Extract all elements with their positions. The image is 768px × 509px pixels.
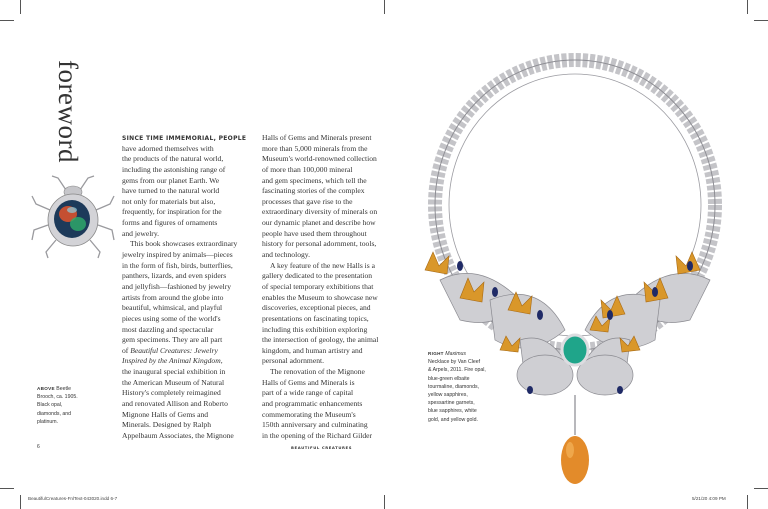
caption-line: Maximus bbox=[445, 351, 467, 357]
text-line bbox=[262, 250, 387, 261]
text-line bbox=[262, 388, 387, 399]
text-line bbox=[262, 303, 387, 314]
body-text: History's completely reimagined bbox=[122, 388, 221, 398]
text-line bbox=[122, 410, 252, 421]
body-text: fascinating stories of the complex bbox=[262, 186, 365, 196]
body-text: The renovation of the Mignone bbox=[270, 367, 365, 377]
text-line bbox=[122, 144, 252, 155]
body-text: part of a wide range of capital bbox=[262, 388, 354, 398]
body-text: 150th anniversary and culminating bbox=[262, 420, 368, 430]
body-text: and technology. bbox=[262, 250, 311, 260]
body-text: pieces using some of the world's bbox=[122, 313, 221, 323]
text-line bbox=[262, 261, 387, 272]
body-text: of bbox=[122, 345, 131, 355]
lead-in-text: SINCE TIME IMMEMORIAL, PEOPLE bbox=[122, 135, 247, 142]
text-line bbox=[262, 282, 387, 293]
text-line bbox=[122, 346, 252, 357]
body-text: Halls of Gems and Minerals is bbox=[262, 377, 355, 387]
body-text: and gem specimens, which tell the bbox=[262, 175, 367, 185]
running-foot: BEAUTIFUL CREATURES bbox=[291, 445, 353, 450]
beetle-brooch-image bbox=[28, 170, 118, 262]
text-line bbox=[122, 293, 252, 304]
text-line bbox=[122, 314, 252, 325]
necklace-image bbox=[400, 30, 750, 500]
crop-mark bbox=[20, 495, 21, 509]
text-line bbox=[262, 335, 387, 346]
text-line bbox=[262, 154, 387, 165]
caption-line: spessartine garnets, bbox=[428, 400, 475, 407]
caption-label: ABOVE bbox=[37, 386, 55, 391]
text-line bbox=[262, 314, 387, 325]
body-text: processes that gave rise to the bbox=[262, 196, 353, 206]
body-text: gallery dedicated to the presentation bbox=[262, 271, 373, 281]
text-line bbox=[122, 250, 252, 261]
text-line bbox=[122, 282, 252, 293]
text-line bbox=[262, 229, 387, 240]
caption-line: Black opal, bbox=[37, 402, 63, 409]
text-line bbox=[122, 176, 252, 187]
body-text: more than 5,000 minerals from the bbox=[262, 143, 368, 153]
text-line bbox=[122, 165, 252, 176]
text-line bbox=[122, 356, 252, 367]
text-line bbox=[122, 271, 252, 282]
body-text: artists from around the globe into bbox=[122, 292, 224, 302]
body-text: frequently, for inspiration for the bbox=[122, 207, 222, 217]
caption-line: & Arpels, 2011. Fire opal, bbox=[428, 367, 486, 374]
body-text: Minerals. Designed by Ralph bbox=[122, 420, 212, 430]
caption-line: gold, and yellow gold. bbox=[428, 416, 478, 423]
body-text: our dynamic planet and describe how bbox=[262, 218, 376, 228]
body-text: gem specimens. They are all part bbox=[122, 335, 223, 345]
body-text: including this exhibition exploring bbox=[262, 324, 368, 334]
text-line bbox=[122, 218, 252, 229]
text-line bbox=[122, 388, 252, 399]
body-text: not only for materials but also, bbox=[122, 196, 216, 206]
body-text: Halls of Gems and Minerals present bbox=[262, 133, 372, 142]
text-line bbox=[122, 399, 252, 410]
caption-line: diamonds, and bbox=[37, 410, 72, 417]
text-line bbox=[262, 293, 387, 304]
body-text: and jewelry. bbox=[122, 228, 160, 238]
text-line bbox=[262, 356, 387, 367]
body-text: of more than 100,000 mineral bbox=[262, 164, 353, 174]
body-text: the products of the natural world, bbox=[122, 154, 224, 164]
caption-line: blue-green elbaite bbox=[428, 375, 470, 382]
text-line bbox=[122, 229, 252, 240]
text-line bbox=[262, 197, 387, 208]
body-text: personal adornment. bbox=[262, 356, 324, 366]
caption-line: tourmaline, diamonds, bbox=[428, 383, 480, 390]
text-line bbox=[262, 165, 387, 176]
slug-datetime: 5/21/20 4:09 PM bbox=[692, 496, 726, 501]
text-line bbox=[262, 218, 387, 229]
body-text: kingdom, and human artistry and bbox=[262, 345, 363, 355]
body-text: have turned to the natural world bbox=[122, 186, 220, 196]
crop-mark bbox=[384, 0, 385, 14]
crop-mark bbox=[384, 495, 385, 509]
body-text: people have used them throughout bbox=[262, 228, 367, 238]
text-line bbox=[262, 346, 387, 357]
text-line bbox=[122, 239, 252, 250]
text-line bbox=[122, 367, 252, 378]
text-line bbox=[122, 186, 252, 197]
body-text: history for personal adornment, tools, bbox=[262, 239, 377, 249]
text-line bbox=[122, 133, 252, 144]
body-text: of special temporary exhibitions that bbox=[262, 281, 374, 291]
caption-line: Beetle bbox=[56, 386, 72, 392]
body-text: forms and figures of ornaments bbox=[122, 218, 218, 228]
crop-mark bbox=[754, 488, 768, 489]
body-text: the intersection of geology, the animal bbox=[262, 335, 379, 345]
text-line bbox=[262, 325, 387, 336]
body-text: beautiful, whimsical, and playful bbox=[122, 303, 223, 313]
body-text: gems from our planet Earth. We bbox=[122, 175, 220, 185]
caption-line: Necklace by Van Cleef bbox=[428, 359, 481, 366]
text-line bbox=[122, 335, 252, 346]
italic-title-text: Inspired by the Animal Kingdom, bbox=[122, 356, 223, 366]
right-caption bbox=[428, 350, 486, 424]
body-text: Appelbaum Associates, the Mignone bbox=[122, 430, 234, 440]
body-text: jewelry inspired by animals—pieces bbox=[122, 250, 233, 260]
text-line bbox=[262, 176, 387, 187]
body-text: Museum's world-renowned collection bbox=[262, 154, 377, 164]
text-line bbox=[122, 207, 252, 218]
body-text: extraordinary diversity of minerals on bbox=[262, 207, 378, 217]
text-line bbox=[122, 431, 252, 442]
body-text: A key feature of the new Halls is a bbox=[270, 260, 376, 270]
caption-line: Brooch, ca. 1905. bbox=[37, 394, 78, 401]
text-line bbox=[122, 197, 252, 208]
body-text: presentations on fascinating topics, bbox=[262, 313, 369, 323]
body-text: enables the Museum to showcase new bbox=[262, 292, 378, 302]
text-line bbox=[262, 239, 387, 250]
text-line bbox=[122, 378, 252, 389]
slug-filename: BeautifulCreatures-FnlText-043020.indd 6-7 bbox=[28, 496, 118, 501]
text-line bbox=[262, 378, 387, 389]
body-text: and programmatic enhancements bbox=[262, 399, 363, 409]
text-line bbox=[262, 133, 387, 144]
section-title: foreword bbox=[53, 60, 83, 163]
text-line bbox=[262, 399, 387, 410]
text-line bbox=[262, 420, 387, 431]
body-column-1 bbox=[122, 133, 252, 442]
body-text: and renovated Allison and Roberto bbox=[122, 399, 228, 409]
body-text: This book showcases extraordinary bbox=[130, 239, 238, 249]
crop-mark bbox=[0, 488, 14, 489]
crop-mark bbox=[20, 0, 21, 14]
text-line bbox=[122, 154, 252, 165]
text-line bbox=[122, 420, 252, 431]
page-number: 6 bbox=[37, 444, 40, 450]
text-line bbox=[122, 325, 252, 336]
caption-line: platinum. bbox=[37, 418, 59, 425]
body-text: most dazzling and spectacular bbox=[122, 324, 214, 334]
left-caption bbox=[37, 385, 78, 426]
text-line bbox=[262, 367, 387, 378]
body-text: in the form of fish, birds, butterflies, bbox=[122, 260, 233, 270]
body-text: including the astonishing range of bbox=[122, 164, 226, 174]
crop-mark bbox=[0, 20, 14, 21]
caption-line: yellow sapphires, bbox=[428, 392, 468, 399]
text-line bbox=[262, 431, 387, 442]
body-text: in the opening of the Richard Gilder bbox=[262, 430, 373, 440]
body-text: have adorned themselves with bbox=[122, 143, 214, 153]
text-line bbox=[262, 410, 387, 421]
body-text: and jellyfish—fashioned by jewelry bbox=[122, 281, 232, 291]
text-line bbox=[262, 271, 387, 282]
crop-mark bbox=[754, 20, 768, 21]
text-line bbox=[262, 207, 387, 218]
body-text: the inaugural special exhibition in bbox=[122, 367, 226, 377]
body-text: Mignone Halls of Gems and bbox=[122, 409, 209, 419]
text-line bbox=[122, 303, 252, 314]
text-line bbox=[262, 144, 387, 155]
crop-mark bbox=[747, 0, 748, 14]
body-column-2 bbox=[262, 133, 387, 442]
body-text: panthers, lizards, and even spiders bbox=[122, 271, 227, 281]
text-line bbox=[122, 261, 252, 272]
italic-title-text: Beautiful Creatures: Jewelry bbox=[130, 345, 218, 355]
caption-line: blue sapphires, white bbox=[428, 408, 477, 415]
body-text: the American Museum of Natural bbox=[122, 377, 225, 387]
text-line bbox=[262, 186, 387, 197]
body-text: commemorating the Museum's bbox=[262, 409, 356, 419]
body-text: discoveries, exceptional pieces, and bbox=[262, 303, 371, 313]
caption-label: RIGHT bbox=[428, 351, 444, 356]
